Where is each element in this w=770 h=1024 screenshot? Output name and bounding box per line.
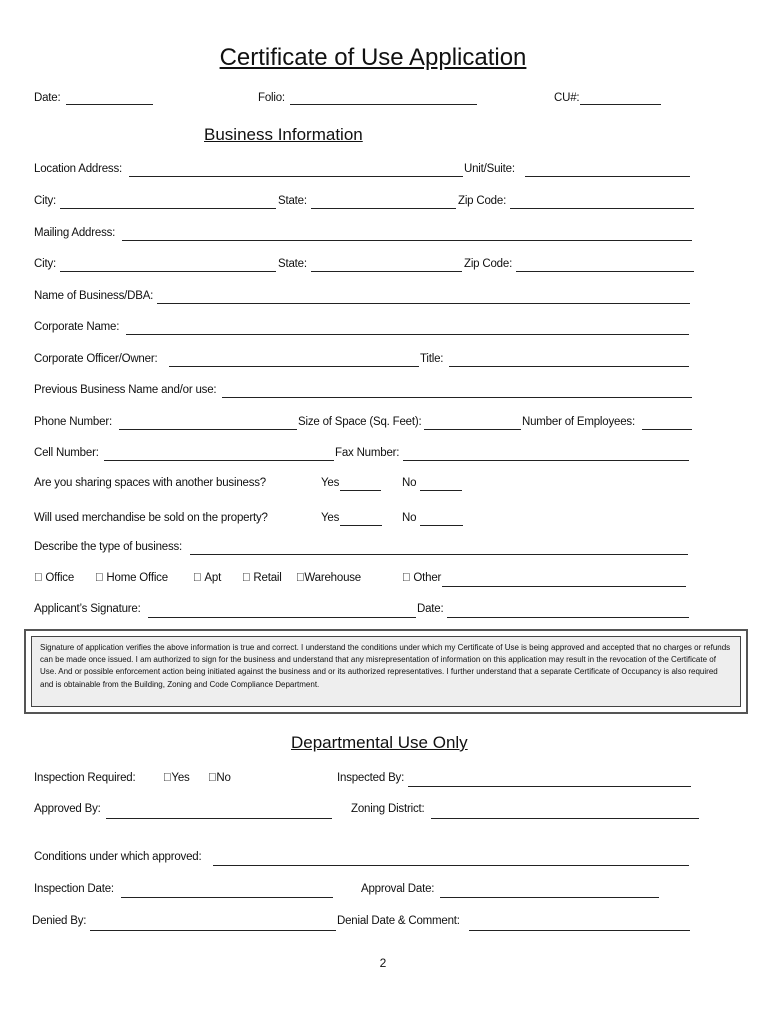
corporate-name-label: Corporate Name: bbox=[34, 321, 120, 333]
state-label: State: bbox=[278, 195, 307, 207]
inspection-yes-checkbox[interactable]: Yes bbox=[163, 772, 182, 784]
denial-date-comment-label: Denial Date & Comment: bbox=[337, 915, 460, 927]
phone-field[interactable] bbox=[119, 429, 297, 430]
conditions-label: Conditions under which approved: bbox=[34, 851, 202, 863]
corporate-name-field[interactable] bbox=[126, 334, 689, 335]
title-field[interactable] bbox=[449, 366, 689, 367]
approved-by-field[interactable] bbox=[106, 818, 332, 819]
sharing-question: Are you sharing spaces with another business? bbox=[34, 477, 267, 489]
date-label: Date: bbox=[34, 92, 61, 104]
sharing-no-field[interactable] bbox=[420, 490, 462, 491]
officer-owner-field[interactable] bbox=[169, 366, 419, 367]
approval-date-label: Approval Date: bbox=[361, 883, 435, 895]
mailing-address-label: Mailing Address: bbox=[34, 227, 116, 239]
retail-checkbox[interactable]: Retail bbox=[242, 572, 271, 584]
zip-code-field[interactable] bbox=[510, 208, 694, 209]
departmental-use-heading: Departmental Use Only bbox=[291, 733, 468, 752]
business-name-label: Name of Business/DBA: bbox=[34, 290, 154, 302]
mailing-address-field[interactable] bbox=[122, 240, 692, 241]
employees-label: Number of Employees: bbox=[522, 416, 635, 428]
zoning-district-label: Zoning District: bbox=[351, 803, 425, 815]
merchandise-no-label: No bbox=[402, 512, 417, 524]
signature-date-field[interactable] bbox=[447, 617, 689, 618]
unit-suite-field[interactable] bbox=[525, 176, 690, 177]
date-field[interactable] bbox=[66, 104, 153, 105]
location-address-label: Location Address: bbox=[34, 163, 123, 175]
warehouse-checkbox[interactable]: Warehouse bbox=[296, 572, 353, 584]
officer-owner-label: Corporate Officer/Owner: bbox=[34, 353, 158, 365]
title-label: Title: bbox=[420, 353, 444, 365]
folio-label: Folio: bbox=[258, 92, 285, 104]
page-title: Certificate of Use Application bbox=[219, 44, 527, 71]
mailing-city-field[interactable] bbox=[60, 271, 276, 272]
merchandise-question: Will used merchandise be sold on the property? bbox=[34, 512, 268, 524]
approval-date-field[interactable] bbox=[440, 897, 659, 898]
mailing-state-label: State: bbox=[278, 258, 307, 270]
business-name-field[interactable] bbox=[157, 303, 690, 304]
sharing-yes-label: Yes bbox=[321, 477, 340, 489]
previous-business-label: Previous Business Name and/or use: bbox=[34, 384, 217, 396]
size-label: Size of Space (Sq. Feet): bbox=[298, 416, 422, 428]
fax-label: Fax Number: bbox=[335, 447, 400, 459]
sharing-no-label: No bbox=[402, 477, 417, 489]
mailing-zip-field[interactable] bbox=[516, 271, 694, 272]
describe-business-field[interactable] bbox=[190, 554, 688, 555]
merchandise-yes-field[interactable] bbox=[340, 525, 382, 526]
describe-business-label: Describe the type of business: bbox=[34, 541, 183, 553]
cu-label: CU#: bbox=[554, 92, 580, 104]
home-office-checkbox[interactable]: Home Office bbox=[95, 572, 157, 584]
inspection-no-checkbox[interactable]: No bbox=[208, 772, 223, 784]
city-label: City: bbox=[34, 195, 57, 207]
applicant-signature-label: Applicant’s Signature: bbox=[34, 603, 141, 615]
location-address-field[interactable] bbox=[129, 176, 463, 177]
conditions-field[interactable] bbox=[213, 865, 689, 866]
unit-suite-label: Unit/Suite: bbox=[464, 163, 515, 175]
folio-field[interactable] bbox=[290, 104, 477, 105]
merchandise-yes-label: Yes bbox=[321, 512, 340, 524]
zip-code-label: Zip Code: bbox=[458, 195, 507, 207]
inspection-date-field[interactable] bbox=[121, 897, 333, 898]
previous-business-field[interactable] bbox=[222, 397, 692, 398]
inspected-by-field[interactable] bbox=[408, 786, 691, 787]
apt-checkbox[interactable]: Apt bbox=[193, 572, 210, 584]
inspection-date-label: Inspection Date: bbox=[34, 883, 114, 895]
cell-label: Cell Number: bbox=[34, 447, 99, 459]
mailing-state-field[interactable] bbox=[311, 271, 462, 272]
business-information-heading: Business Information bbox=[204, 125, 363, 144]
denied-by-label: Denied By: bbox=[32, 915, 87, 927]
phone-label: Phone Number: bbox=[34, 416, 112, 428]
inspected-by-label: Inspected By: bbox=[337, 772, 405, 784]
employees-field[interactable] bbox=[642, 429, 692, 430]
city-field[interactable] bbox=[60, 208, 276, 209]
denial-date-comment-field[interactable] bbox=[469, 930, 690, 931]
zoning-district-field[interactable] bbox=[431, 818, 699, 819]
approved-by-label: Approved By: bbox=[34, 803, 101, 815]
mailing-city-label: City: bbox=[34, 258, 57, 270]
cu-field[interactable] bbox=[580, 104, 661, 105]
fax-field[interactable] bbox=[403, 460, 689, 461]
size-field[interactable] bbox=[424, 429, 521, 430]
office-checkbox[interactable]: Office bbox=[34, 572, 63, 584]
other-checkbox[interactable]: Other bbox=[402, 572, 430, 584]
mailing-zip-label: Zip Code: bbox=[464, 258, 513, 270]
cell-field[interactable] bbox=[104, 460, 334, 461]
applicant-signature-field[interactable] bbox=[148, 617, 416, 618]
other-field[interactable] bbox=[442, 586, 686, 587]
disclaimer-box bbox=[24, 629, 748, 714]
signature-date-label: Date: bbox=[417, 603, 444, 615]
state-field[interactable] bbox=[311, 208, 456, 209]
merchandise-no-field[interactable] bbox=[420, 525, 463, 526]
denied-by-field[interactable] bbox=[90, 930, 336, 931]
sharing-yes-field[interactable] bbox=[340, 490, 381, 491]
disclaimer-text: Signature of application verifies the above information is true and correct. I understand the conditions under which my Certificate of Use is being approved and accepted that no charges or refunds can be made once issued. I am authorized to sign for the business and understand that any misrepresentation of information on this application may result in the revocation of the Certificate of Use. And or possible enforcement action being initiated against the business and or its authorized representatives. I further understand that a separate Certificate of Occupancy is also required and is obtainable from the Building, Zoning and Code Compliance Department. bbox=[31, 636, 741, 707]
inspection-required-label: Inspection Required: bbox=[34, 772, 136, 784]
page-number: 2 bbox=[379, 956, 387, 970]
